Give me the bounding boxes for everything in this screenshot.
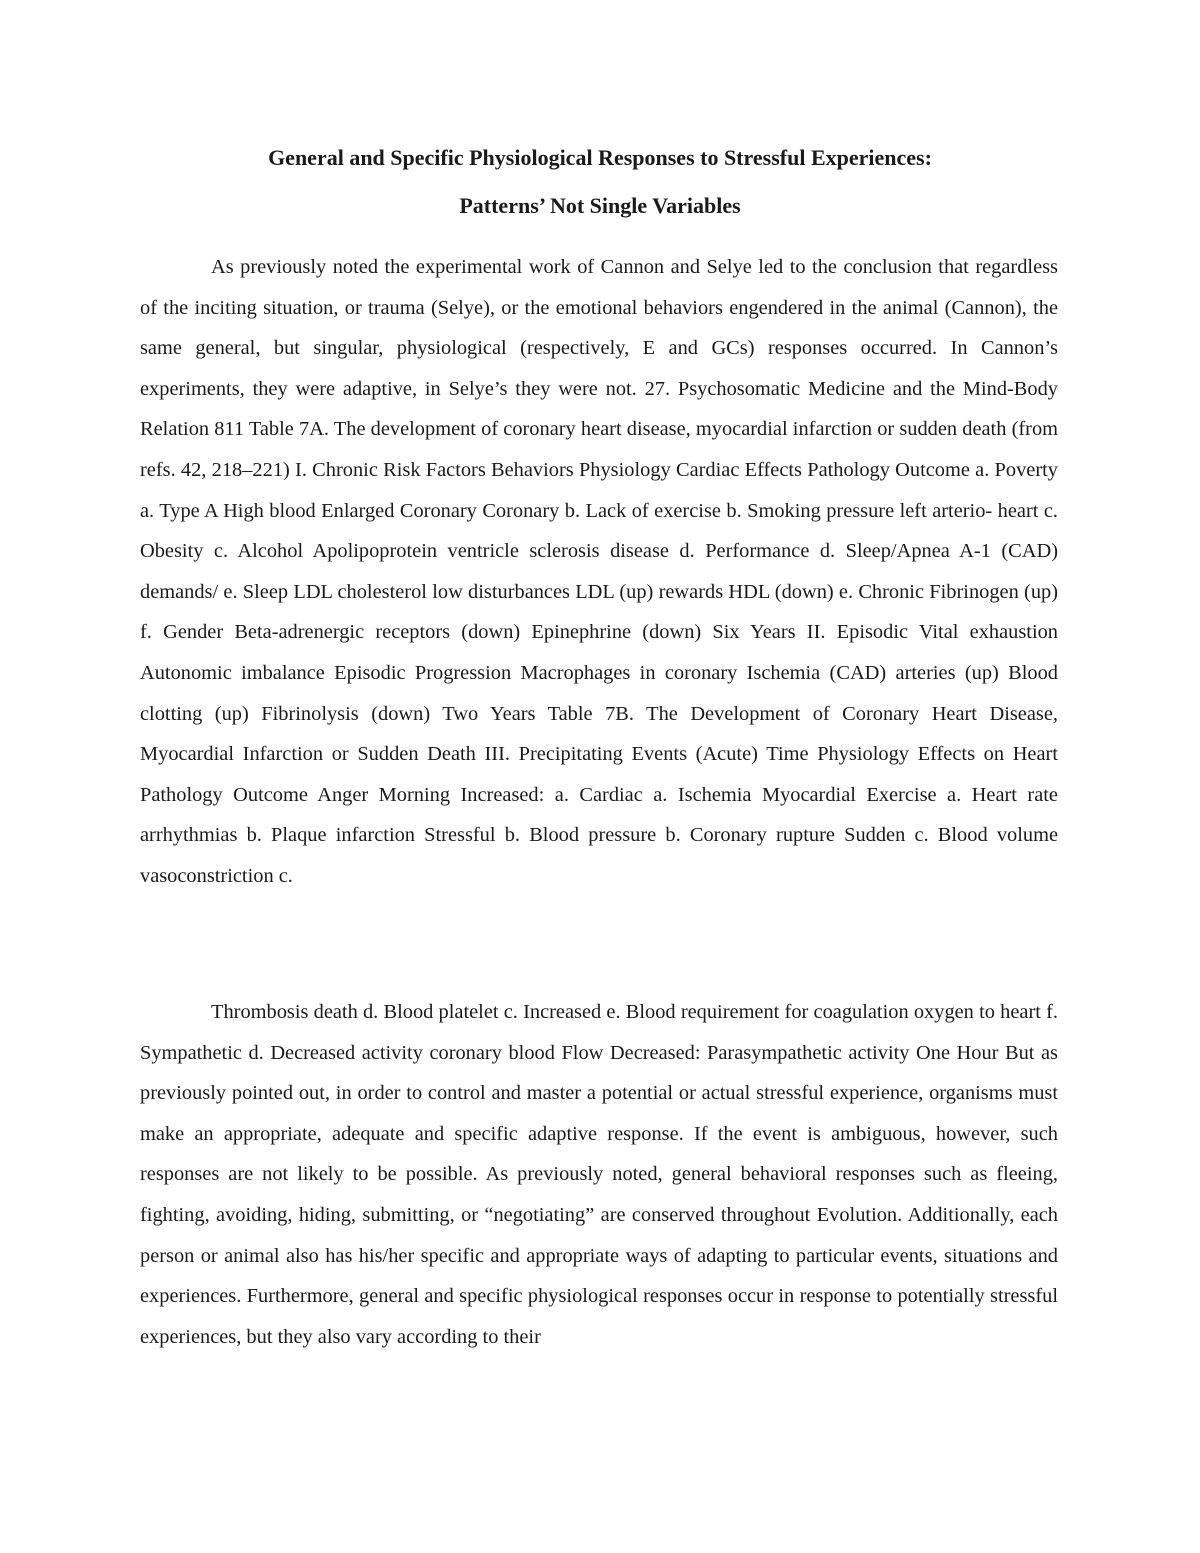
body-paragraph-1: As previously noted the experimental work of Cannon and Selye led to the conclusion that regardless of the inciting situation, or trauma (Selye), or the emotional behaviors engendered in the animal (Cannon), the same general, but singular, physiological (respectively, E and GCs) responses occurred. In Cannon’s experiments, they were adaptive, in Selye’s they were not. 27. Psychosomatic Medicine and the Mind-Body Relation 811 Table 7A. The development of coronary heart disease, myocardial infarction or sudden death (from refs. 42, 218–221) I. Chronic Risk Factors Behaviors Physiology Cardiac Effects Pathology Outcome a. Poverty a. Type A High blood Enlarged Coronary Coronary b. Lack of exercise b. Smoking pressure left arterio- heart c. Obesity c. Alcohol Apolipoprotein ventricle sclerosis disease d. Performance d. Sleep/Apnea A-1 (CAD) demands/ e. Sleep LDL cholesterol low disturbances LDL (up) rewards HDL (down) e. Chronic Fibrinogen (up) f. Gender Beta-adrenergic receptors (down) Epinephrine (down) Six Years II. Episodic Vital exhaustion Autonomic imbalance Episodic Progression Macrophages in coronary Ischemia (CAD) arteries (up) Blood clotting (up) Fibrinolysis (down) Two Years Table 7B. The Development of Coronary Heart Disease, Myocardial Infarction or Sudden Death III. Precipitating Events (Acute) Time Physiology Effects on Heart Pathology Outcome Anger Morning Increased: a. Cardiac a. Ischemia Myocardial Exercise a. Heart rate arrhythmias b. Plaque infarction Stressful b. Blood pressure b. Coronary rupture Sudden c. Blood volume vasoconstriction c. xyxy=(140,256,1058,887)
document-title-line-1: General and Specific Physiological Responses to Stressful Experiences: xyxy=(268,145,932,170)
document-title-line-2: Patterns’ Not Single Variables xyxy=(459,193,741,218)
body-paragraph-2: Thrombosis death d. Blood platelet c. Increased e. Blood requirement for coagulation oxygen to heart f. Sympathetic d. Decreased activity coronary blood Flow Decreased: Parasympathetic activity One Hour But as previously pointed out, in order to control and master a potential or actual stressful experience, organisms must make an appropriate, adequate and specific adaptive response. If the event is ambiguous, however, such responses are not likely to be possible. As previously noted, general behavioral responses such as fleeing, fighting, avoiding, hiding, submitting, or “negotiating” are conserved throughout Evolution. Additionally, each person or animal also has his/her specific and appropriate ways of adapting to particular events, situations and experiences. Furthermore, general and specific physiological responses occur in response to potentially stressful experiences, but they also vary according to their xyxy=(140,1001,1058,1348)
